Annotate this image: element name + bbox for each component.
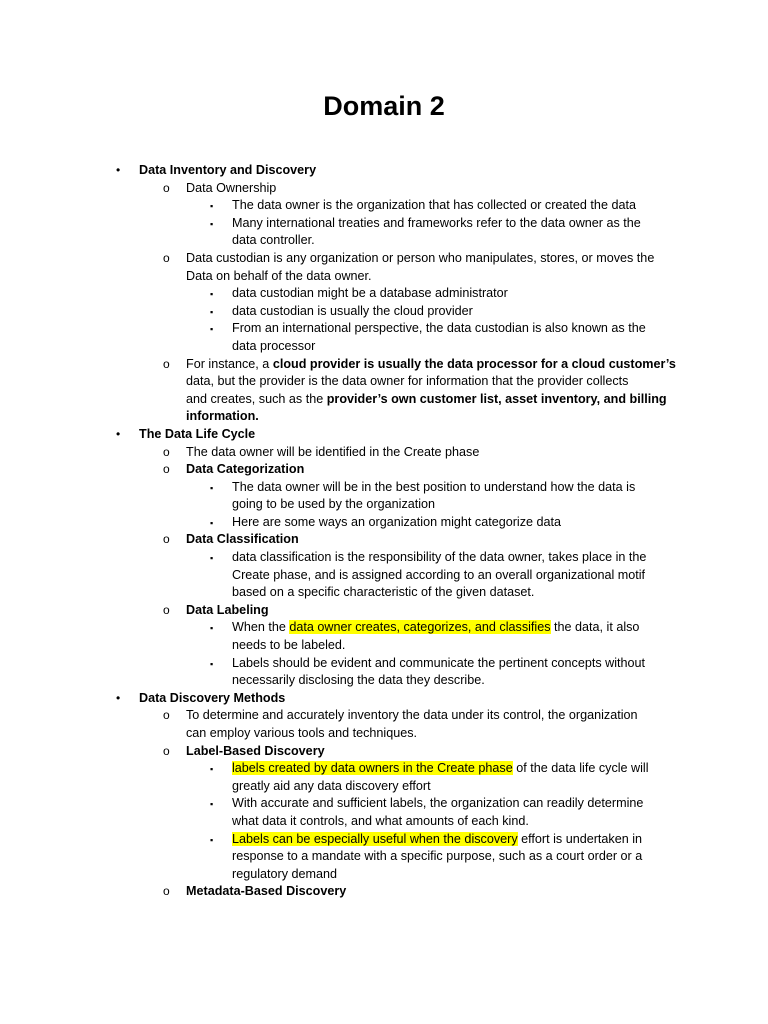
outline-item-level-3 [0, 215, 768, 233]
outline-text [139, 162, 316, 180]
outline-text [139, 690, 285, 708]
text-span: based on a specific characteristic of the given dataset. [232, 585, 535, 600]
text-span: going to be used by the organization [232, 497, 436, 512]
text-span: data classification is the responsibility of the data owner, takes place in the [232, 550, 647, 565]
outline-text [186, 707, 638, 725]
bold-text: Data Categorization [186, 462, 305, 477]
text-span: and creates, such as the [186, 391, 327, 406]
highlighted-text: data owner creates, categorizes, and classifies [289, 620, 551, 635]
outline-text [186, 268, 372, 286]
outline-list [0, 162, 768, 901]
outline-item-level-3 [0, 655, 768, 673]
bullet-marker: ▪ [210, 218, 214, 229]
text-span: effort is undertaken in [517, 831, 643, 846]
outline-item-level-3 [0, 760, 768, 778]
outline-item-level-3 [0, 549, 768, 567]
outline-text [232, 778, 431, 796]
outline-item-level-2 [0, 883, 768, 901]
text-span: data, but the provider is the data owner for information that the provider collects [186, 374, 629, 389]
bullet-marker: o [163, 250, 170, 265]
outline-text [186, 373, 628, 391]
outline-line-continuation [0, 567, 768, 585]
bold-text: Data Inventory and Discovery [139, 163, 317, 177]
outline-text [186, 602, 269, 620]
outline-item-level-2 [0, 743, 768, 761]
outline-item-level-2 [0, 707, 768, 725]
outline-line-continuation [0, 637, 768, 655]
outline-item-level-1 [0, 162, 768, 180]
text-span: Here are some ways an organization might categorize data [232, 514, 562, 529]
bold-text: Data Discovery Methods [139, 690, 286, 705]
outline-item-level-3 [0, 619, 768, 637]
bullet-marker: o [163, 884, 170, 899]
bullet-marker: ▪ [210, 799, 214, 810]
text-span: Data on behalf of the data owner. [186, 268, 372, 283]
outline-item-level-2 [0, 180, 768, 198]
bullet-marker: ▪ [210, 553, 214, 564]
outline-line-continuation [0, 408, 768, 426]
bullet-marker: o [163, 444, 170, 459]
bullet-marker: ▪ [210, 306, 214, 317]
bullet-marker: • [116, 690, 121, 705]
text-span: To determine and accurately inventory the data under its control, the organization [186, 708, 638, 723]
outline-text [186, 531, 299, 549]
outline-text [232, 795, 643, 813]
text-span: data custodian is usually the cloud provider [232, 303, 473, 318]
outline-text [232, 619, 639, 637]
outline-text [232, 514, 561, 532]
text-span: the data, it also [550, 620, 640, 635]
outline-text [232, 479, 635, 497]
bold-text: information. [186, 409, 259, 424]
bold-text: provider’s own customer list, asset inventory, and billing [326, 391, 667, 406]
outline-text [232, 285, 508, 303]
outline-line-continuation [0, 778, 768, 796]
bullet-marker: ▪ [210, 623, 214, 634]
bullet-marker: o [163, 180, 170, 195]
outline-item-level-2 [0, 602, 768, 620]
outline-text [232, 813, 529, 831]
bullet-marker: o [163, 743, 170, 758]
bullet-marker: o [163, 532, 170, 547]
outline-text [232, 584, 534, 602]
outline-text [232, 831, 642, 849]
bullet-marker: • [116, 163, 121, 177]
bullet-marker: ▪ [210, 324, 214, 335]
outline-item-level-2 [0, 444, 768, 462]
outline-text [186, 356, 676, 374]
outline-item-level-3 [0, 320, 768, 338]
bullet-marker: ▪ [210, 201, 214, 212]
outline-text [232, 637, 345, 655]
page-title: Domain 2 [323, 91, 445, 121]
highlighted-text: Labels can be especially useful when the discovery [232, 831, 518, 846]
outline-text [232, 338, 315, 356]
outline-text [186, 391, 667, 409]
outline-text [232, 320, 646, 338]
outline-line-continuation [0, 866, 768, 884]
outline-text [186, 180, 276, 198]
outline-text [232, 760, 649, 778]
text-span: Data Ownership [186, 180, 277, 195]
bullet-marker: ▪ [210, 834, 214, 845]
bullet-marker: o [163, 462, 170, 477]
outline-text [232, 496, 435, 514]
bullet-marker: ▪ [210, 517, 214, 528]
text-span: Many international treaties and frameworks refer to the data owner as the [232, 215, 641, 230]
outline-item-level-1 [0, 426, 768, 444]
bullet-marker: ▪ [210, 764, 214, 775]
bullet-marker: o [163, 356, 170, 371]
outline-line-continuation [0, 338, 768, 356]
outline-text [232, 215, 641, 233]
bold-text: Metadata-Based Discovery [186, 884, 347, 899]
bold-text: Data Classification [186, 532, 299, 547]
bullet-marker: ▪ [210, 658, 214, 669]
bold-text: Data Labeling [186, 602, 269, 617]
outline-text [232, 866, 337, 884]
text-span: data processor [232, 338, 316, 353]
highlighted-text: labels created by data owners in the Create phase [232, 761, 513, 776]
text-span: needs to be labeled. [232, 638, 346, 653]
outline-text [186, 408, 259, 426]
outline-line-continuation [0, 268, 768, 286]
outline-item-level-2 [0, 356, 768, 374]
outline-line-continuation [0, 813, 768, 831]
text-span: The data owner will be identified in the Create phase [186, 444, 480, 459]
outline-text [232, 232, 315, 250]
text-span: For instance, a [186, 356, 273, 371]
outline-line-continuation [0, 725, 768, 743]
outline-line-continuation [0, 232, 768, 250]
text-span: can employ various tools and techniques. [186, 726, 418, 740]
bullet-marker: o [163, 602, 170, 617]
outline-item-level-3 [0, 795, 768, 813]
bold-text: Label-Based Discovery [186, 743, 325, 758]
outline-line-continuation [0, 672, 768, 690]
text-span: From an international perspective, the data custodian is also known as the [232, 321, 646, 336]
text-span: data custodian might be a database administrator [232, 286, 508, 301]
outline-text [186, 883, 346, 901]
text-span: When the [232, 620, 290, 635]
text-span: Data custodian is any organization or person who manipulates, stores, or moves the [186, 250, 655, 265]
outline-text [232, 567, 645, 585]
outline-text [186, 250, 654, 268]
outline-text [139, 426, 255, 444]
outline-line-continuation [0, 391, 768, 409]
outline-item-level-3 [0, 197, 768, 215]
outline-text [232, 848, 642, 866]
outline-line-continuation [0, 584, 768, 602]
outline-text [232, 303, 473, 321]
text-span: With accurate and sufficient labels, the organization can readily determine [232, 796, 644, 811]
text-span: of the data life cycle will [512, 761, 649, 776]
text-span: Labels should be evident and communicate the pertinent concepts without [232, 655, 646, 670]
outline-item-level-3 [0, 303, 768, 321]
outline-line-continuation [0, 373, 768, 391]
outline-line-continuation [0, 496, 768, 514]
outline-text [186, 444, 479, 462]
outline-item-level-2 [0, 531, 768, 549]
bullet-marker: • [116, 426, 121, 441]
text-span: data controller. [232, 233, 315, 248]
outline-text [232, 655, 645, 673]
text-span: greatly aid any data discovery effort [232, 778, 431, 793]
text-span: The data owner will be in the best position to understand how the data is [232, 479, 636, 494]
outline-item-level-2 [0, 461, 768, 479]
outline-text [232, 197, 636, 215]
bullet-marker: ▪ [210, 289, 214, 300]
outline-text [186, 461, 304, 479]
outline-text [186, 725, 417, 743]
text-span: what data it controls, and what amounts of each kind. [232, 813, 529, 828]
outline-item-level-3 [0, 479, 768, 497]
bullet-marker: ▪ [210, 482, 214, 493]
outline-text [232, 549, 646, 567]
outline-item-level-3 [0, 831, 768, 849]
outline-text [232, 672, 485, 690]
outline-line-continuation [0, 848, 768, 866]
outline-text [186, 743, 325, 761]
bold-text: The Data Life Cycle [139, 426, 256, 441]
outline-item-level-3 [0, 285, 768, 303]
text-span: regulatory demand [232, 866, 338, 881]
bullet-marker: o [163, 708, 170, 723]
text-span: response to a mandate with a specific purpose, such as a court order or a [232, 849, 643, 864]
outline-item-level-3 [0, 514, 768, 532]
outline-item-level-2 [0, 250, 768, 268]
bold-text: cloud provider is usually the data processor for a cloud customer’s [272, 356, 676, 371]
text-span: Create phase, and is assigned according to an overall organizational motif [232, 567, 646, 582]
text-span: The data owner is the organization that has collected or created the data [232, 198, 636, 213]
outline-item-level-1 [0, 690, 768, 708]
text-span: necessarily disclosing the data they describe. [232, 673, 485, 688]
